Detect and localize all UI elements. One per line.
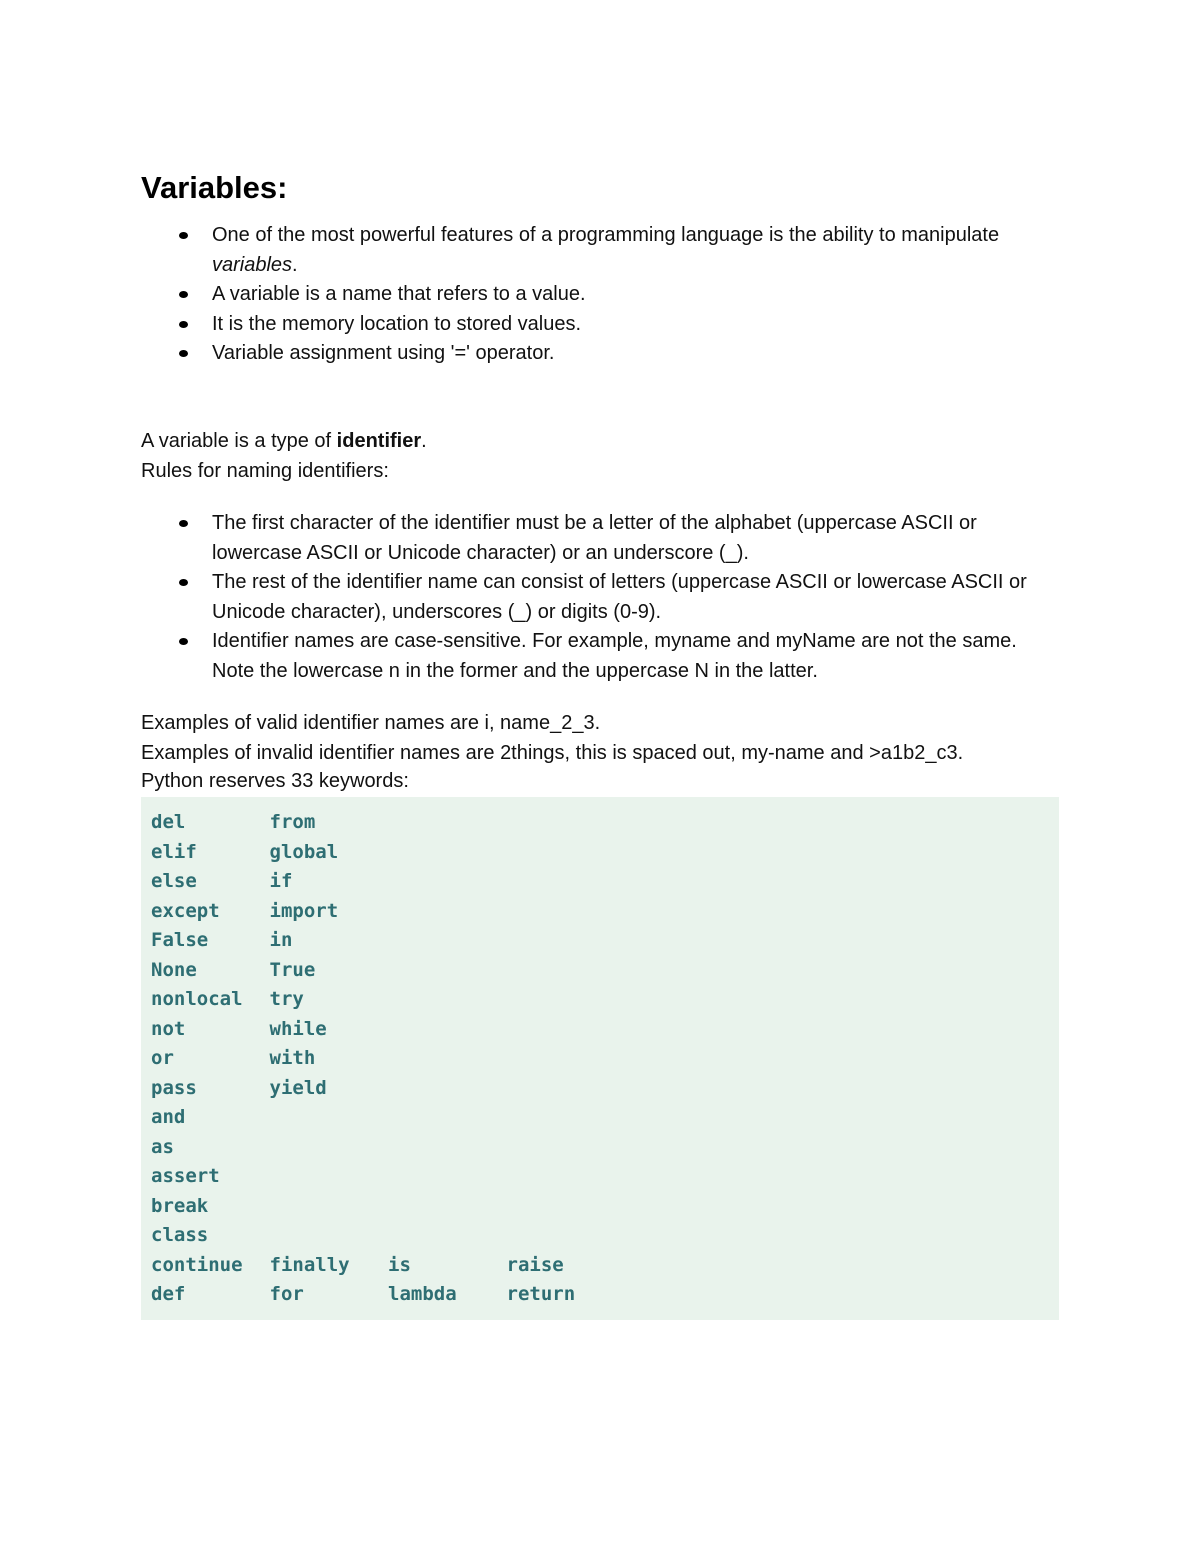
keyword: class <box>151 1224 209 1246</box>
keyword: global <box>269 840 339 863</box>
keyword-row <box>151 1015 625 1045</box>
keyword: else <box>151 870 197 892</box>
keyword-row <box>151 1074 625 1104</box>
keyword: nonlocal <box>151 988 243 1010</box>
keyword: break <box>151 1194 209 1217</box>
bullet-icon <box>179 638 188 645</box>
keyword: with <box>269 1047 316 1069</box>
keyword: or <box>151 1047 174 1069</box>
bullet-icon <box>179 350 188 357</box>
keyword-row <box>151 985 625 1015</box>
keyword: False <box>151 929 209 951</box>
keyword: pass <box>151 1076 197 1099</box>
list-item: The rest of the identifier name can consist of letters (uppercase ASCII or lowercase ASCII or Unicode character), underscores (_) or digits (0-9). <box>141 568 1059 627</box>
keyword: and <box>151 1106 186 1128</box>
keyword-row <box>151 1103 625 1133</box>
keyword: None <box>151 958 197 981</box>
bullet-icon <box>179 321 188 328</box>
list-item: The first character of the identifier must be a letter of the alphabet (uppercase ASCII or lowercase ASCII or Unicode character) or an underscore (_). <box>141 509 1059 568</box>
keyword: while <box>269 1017 327 1040</box>
keywords-code-block <box>141 797 1059 1320</box>
keyword: yield <box>269 1076 327 1099</box>
keyword-row <box>151 1133 625 1163</box>
keyword: finally <box>269 1253 350 1276</box>
keyword: def <box>151 1283 186 1305</box>
keyword-row <box>151 1280 625 1310</box>
keywords-grid <box>151 808 625 1310</box>
keyword: return <box>506 1283 576 1305</box>
keyword-row <box>151 1044 625 1074</box>
keyword-row <box>151 1192 625 1222</box>
keyword: lambda <box>388 1283 457 1305</box>
valid-examples: Examples of valid identifier names are i, name_2_3. <box>141 712 601 734</box>
keyword: except <box>151 899 220 922</box>
keyword: for <box>269 1283 304 1305</box>
invalid-examples: Examples of invalid identifier names are 2things, this is spaced out, my-name and >a1b2_c3. <box>141 741 964 764</box>
list-item: Variable assignment using '=' operator. <box>141 339 1059 369</box>
keyword: continue <box>151 1253 243 1276</box>
list-item: One of the most powerful features of a programming language is the ability to manipulate variables. <box>141 221 1059 280</box>
keyword-row <box>151 808 625 838</box>
keyword-row <box>151 897 625 927</box>
keyword-row <box>151 1162 625 1192</box>
keyword: as <box>151 1135 174 1158</box>
keyword: try <box>269 988 304 1010</box>
list-item: A variable is a name that refers to a value. <box>141 280 1059 310</box>
bullet-icon <box>179 291 188 298</box>
keyword: import <box>269 899 339 922</box>
keyword: is <box>388 1253 411 1276</box>
keyword: del <box>151 811 186 833</box>
keyword-row <box>151 956 625 986</box>
keyword-row <box>151 1251 625 1281</box>
keyword-row <box>151 867 625 897</box>
list-item: It is the memory location to stored values. <box>141 310 1059 340</box>
keyword: elif <box>151 840 197 863</box>
keyword: raise <box>506 1253 564 1276</box>
keyword: True <box>269 958 316 981</box>
keyword: assert <box>151 1165 220 1187</box>
keywords-intro: Python reserves 33 keywords: <box>141 770 409 792</box>
bullet-icon <box>179 232 188 239</box>
keyword-row <box>151 838 625 868</box>
page-title: Variables: <box>141 170 288 205</box>
keyword-row <box>151 1221 625 1251</box>
identifier-line: A variable is a type of identifier. <box>141 430 427 452</box>
bullet-icon <box>179 579 188 586</box>
identifier-term: identifier <box>336 430 422 452</box>
keyword: if <box>269 870 293 892</box>
rules-heading: Rules for naming identifiers: <box>141 459 389 482</box>
keyword: not <box>151 1017 186 1040</box>
variables-bullet-list <box>141 221 1059 369</box>
rules-bullet-list <box>141 509 1059 686</box>
keyword-row <box>151 926 625 956</box>
list-item: Identifier names are case-sensitive. For example, myname and myName are not the same. Note the lowercase n in the former and the uppercase N in the latter. <box>141 627 1059 686</box>
keyword: from <box>269 811 316 833</box>
bullet-icon <box>179 520 188 527</box>
keyword: in <box>269 929 293 951</box>
